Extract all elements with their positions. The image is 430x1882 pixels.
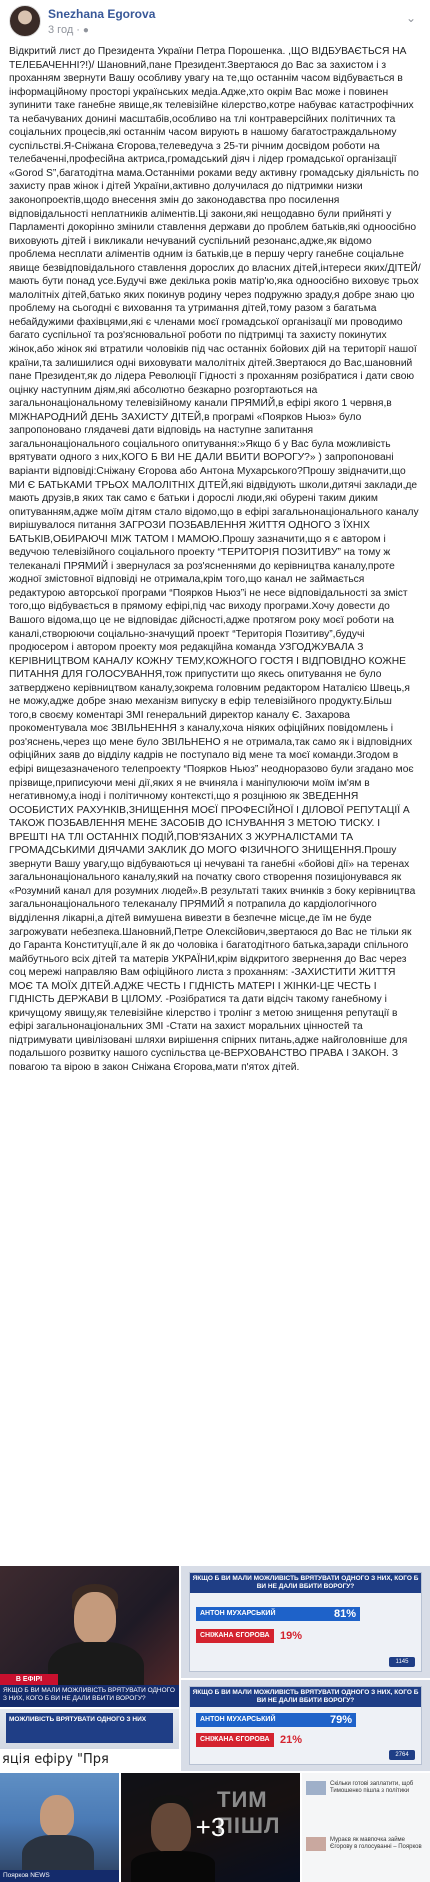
- globe-icon: ●: [82, 24, 89, 36]
- poll-question: ЯКЩО Б ВИ МАЛИ МОЖЛИВІСТЬ ВРЯТУВАТИ ОДНОГО З НИХ, КОГО Б ВИ НЕ ДАЛИ ВБИТИ ВОРОГУ?: [190, 1687, 421, 1707]
- poll-option-1-name: АНТОН МУХАРСЬКИЙ: [200, 1716, 276, 1723]
- poll-card: [189, 1686, 422, 1765]
- photo-tv-guest[interactable]: [0, 1566, 179, 1707]
- chevron-down-icon[interactable]: ⌄: [405, 11, 417, 25]
- poll-option-1-percent: 81%: [333, 1608, 356, 1620]
- avatar[interactable]: [9, 5, 41, 37]
- poll-question-small: МОЖЛИВІСТЬ ВРЯТУВАТИ ОДНОГО З НИХ: [6, 1713, 173, 1743]
- feed-item-1: Скільки готові заплатити, щоб Тимошенко пішла з політики: [330, 1781, 414, 1794]
- post-text: Відкритий лист до Президента України Петра Порошенка. ,ЩО ВІДБУВАЄТЬСЯ НА ТЕЛЕБАЧЕННІ?!)/ Шановний,пане Президент.Звертаюся до Вас за захистом і з проханням звернути Вашу особливу увагу на те,що останнім часом відбувається в інформаційному просторі українських медіа.Адже,хто окрім Вас може і повинен зупинити таке ганебне явище,як телевізійне кілерство,котре набуває катастрофічних та небачуваних донині масштабів,особливо на тлі контраверсійних політичних та соціальних процесів,які останнім часом вирують в нашому багатостраждальному суспільстві.Я-Сніжана Єгорова,телеведуча з 25-ти річним досвідом роботи на телебаченні,професійна актриса,громадський діяч і лідер громадської організації «Gorod S”,багатодітна мама.Останніми роками веду активну громадську діяльність по захисту прав жінок і дітей України,активно долучилася до підтримки низки законопроектів,щодо внесення змін до законодавства про посилення відповідальності неплатників аліментів.Ці закони,які нещодавно були прийняті у Парламенті докорінно змінили ставлення держави до проблем батьків,які одноосібно виховують дітей і викликали нечуваний суспільний резонанс,адже,як відомо проблема несплати аліментів одним із батьків,це в першу чергу ганебне соціальне явище безвідповідального ставлення дорослих до власних дітей,інтереси яких/ДІТЕЙ/ мають бути понад усе.Будучі вже декілька років матір'ю,яка одноосібно виховує трьох малолітніх дітей,батько яких покинув родину через подружню зраду,я добре знаю цю проблему на сьогодні є виховання та утримання дітей,тому разом з багатьма небайдужими фахівцями,які є членами моєї громадської організації ми проводимо багато суспільної та роз'яснювальної роботи по підтримці та захисту покинутих жінок,або жінок які втратили чоловіків під час останніх бойових дій на території нашої країни,та залишилися одні виховувати малолітніх дітей.Звертаюся до Вас,шановний пане Президент,як до лідера Революції Гідності з проханням розібратися і дати свою оцінку наступним діям,які абсолютно безкарно розгортаються на загальнонаціональному телевізійному канали ПРЯМИЙ,в ефірі якого 1 червня,в МІЖНАРОДНИЙ ДЕНЬ ЗАХИСТУ ДІТЕЙ,в програмі «Поярков Ньюз» було запропоновано глядачеві дати відповідь на наступне запитання загальнонаціонального соціального опитування:»Якщо б у Вас була можливість врятувати одного з них,КОГО Б ВИ НЕ ДАЛИ ВБИТИ ВОРОГУ?» ) запропоновані варіанти відповіді:Сніжану Єгорова або Антона Мухарського?Прошу звідначити,що МИ Є БАТЬКАМИ ТРЬОХ МАЛОЛІТНІХ ДІТЕЙ,які відвідують школи,дитячі заклади,де мають друзів,в яких так само є батьки і дорослі люди,які обурені таким диким опитуванням,адже моїм дітям стало відомо,що в ефірі загальнонаціонального каналу вирішувалося питання ЗАГРОЗИ ПОЗБАВЛЕННЯ ЖИТТЯ ОДНОГО З ЇХНІХ БАТЬКІВ,ОБИРАЮЧІ МІЖ ТАТОМ І МАМОЮ.Прошу зазначити,що я є автором і ведучою телевізійного соціального проекту “ТЕРИТОРІЯ ПОЗИТИВУ” на тому ж телеканалі ПРЯМИЙ і звернулася за роз'ясненнями до керівництва каналу,проте жодної змістовної відповіді не отримала,крім того,що канал не займається редактурою авторської програми “Поярков Ньюз”і не несе відповідальності за зміст того,що відбувається в прямому ефірі,під час виходу програми.Хочу довести до Вашого відома,що це не відповідає дійсності,адже протягом року моєї роботи на каналі,створюючи соціально-значущий проект “Територія Позитиву”,будучі продюсером і автором проекту моя редакційна команда УЗГОДЖУВАЛА З КЕРІВНИЦТВОМ КАНАЛУ КОЖНУ ТЕМУ,КОЖНОГО ГОСТЯ І ВІДПОВІДНО КОЖНЕ ПИТАННЯ ДЛЯ ГОЛОСУВАННЯ,тож припустити що якесь опитування не було затверджено керівництвом каналу,зокрема головним редактором Наталією Швець,я не можу,адже добре знаю механізм випуску в ефір телевізійного продукту.Більш того,в своєму коментарі ЗМІ генеральний директор каналу Є. Захарова прокоментувала моє ЗВІЛЬНЕННЯ з каналу,хоча ніяких офіційних повідомлень і роз'яснень,через що мене було ЗВІЛЬНЕНО я не отримала,так само як і відповідних офіційних заяв до відділу кадрів не поступало від мене та моєї команди.Згодом в ефірі вищезазначеного телепроекту “Поярков Ньюз” неодноразово були згадано моє прізвище,приписуючи мені дії,яких я не вчиняла і маніпулюючи моїм ім'ям в негативному,а іноді і політичному контексті,що я розцінюю як ЗВЕДЕННЯ ОСОБИСТИХ РАХУНКІВ,ЗНИЩЕННЯ МОЄЇ ПРОФЕСІЙНОЇ І ДІЛОВОЇ РЕПУТАЦІЇ А ТАКОЖ ПОЗБАВЛЕННЯ МЕНЕ ЗАСОБІВ ДО ІСНУВАННЯ З МЕТОЮ ТИСКУ. І ВРЕШТІ НА ТЛІ ОСТАННІХ ПОДІЙ,ПОВ'ЯЗАНИХ З ЖУРНАЛІСТАМИ ТА ГРОМАДСЬКИМИ ДІЯЧАМИ ЗАКЛИК ДО МОГО ФІЗИЧНОГО ЗНИЩЕННЯ.Прошу звернути Вашу увагу,що відбуваються ці нечувані та ганебні «бойові дії» на теренах загальнонаціонального каналу,який на початку свого створення позиціонувався як «Розумний канал для розумних людей».В результаті таких вчинків з боку керівництва загальнонаціонального телеканалу ПРЯМИЙ я потрапила до кардіологічного відділення лікарні,а дітей вимушена вивезти в безпечне місце,де їм не буде загрожувати небезпека.Шановний,Петре Олексійович,звертаюся до Вас не тільки як до Гаранта Конституції,але й як до чоловіка і багатодітного батька,заради спільного майбутнього всіх дітей та матерів УКРАЇНИ,крім відкритого звернення до Вас через соц мережі направляю Вам офіційного листа з проханням: -ЗАХИСТИТИ ЖИТТЯ МОЄ ТА МОЇХ ДІТЕЙ.АДЖЕ ЧЕСТЬ І ГІДНІСТЬ МАТЕРІ І ЖІНКИ-ЦЕ ЧЕСТЬ І ГІДНІСТЬ ДЕРЖАВИ В ЦІЛОМУ. -Розібратися та дати відсіч такому ганебному і кричущому явищу,як телевізійне кілерство і тролінг з метою знищення репутації в ефірі загальнонаціональних ЗМІ -Стати на захист моральних цінностей та підтримувати цивілізовані шляхи вирішення спірних питань,адже найголовніше для подальшого розвитку нашого суспільства це-ВЕРХОВАНСТВО ПРАВА І ЗАКОН. З повагою та вірою в закон Сніжана Єгорова,мати п'ятох дітей.: [9, 46, 424, 1074]
- photo-feed-screenshot[interactable]: [302, 1773, 430, 1882]
- news-ticker: ЯКЩО Б ВИ МАЛИ МОЖЛИВІСТЬ ВРЯТУВАТИ ОДНОГО З НИХ, КОГО Б ВИ НЕ ДАЛИ ВБИТИ ВОРОГУ?: [0, 1685, 179, 1707]
- feed-thumbnail: [306, 1837, 326, 1851]
- person-face: [74, 1592, 116, 1644]
- author-name[interactable]: Snezhana Egorova: [48, 7, 156, 21]
- poll-option-2-name: СНІЖАНА ЄГОРОВА: [200, 1632, 270, 1639]
- photo-tv-host[interactable]: [0, 1773, 119, 1882]
- post-header: [0, 0, 430, 44]
- poll-option-2-percent: 19%: [280, 1630, 303, 1642]
- more-photos-overlay[interactable]: +3: [121, 1773, 300, 1882]
- feed-item-2: Мураєв як мавпочка займе Єгорову в голосуванні – Поярков: [330, 1837, 422, 1850]
- poll-option-2-percent: 21%: [280, 1734, 303, 1746]
- poll-bar-option-2: [196, 1733, 274, 1747]
- feed-thumbnail: [306, 1781, 326, 1795]
- news-ticker: Поярков NEWS: [0, 1870, 119, 1882]
- video-caption: яція ефіру "Пря: [0, 1749, 179, 1771]
- photo-more[interactable]: [121, 1773, 300, 1882]
- photo-poll-1[interactable]: [181, 1566, 430, 1678]
- person-face: [40, 1795, 74, 1837]
- poll-option-1-name: АНТОН МУХАРСЬКИЙ: [200, 1610, 276, 1617]
- vote-count: 2764: [389, 1750, 415, 1760]
- photo-poll-2[interactable]: [181, 1680, 430, 1771]
- poll-question: ЯКЩО Б ВИ МАЛИ МОЖЛИВІСТЬ ВРЯТУВАТИ ОДНОГО З НИХ, КОГО Б ВИ НЕ ДАЛИ ВБИТИ ВОРОГУ?: [190, 1573, 421, 1593]
- photo-grid: [0, 1566, 430, 1882]
- poll-option-1-percent: 79%: [329, 1714, 352, 1726]
- poll-bar-option-2: [196, 1629, 274, 1643]
- poll-option-2-name: СНІЖАНА ЄГОРОВА: [200, 1736, 270, 1743]
- poll-bar-option-1: [196, 1607, 360, 1621]
- photo-poll-caption[interactable]: [0, 1709, 179, 1771]
- vote-count: 1145: [389, 1657, 415, 1667]
- poll-card: [189, 1572, 422, 1672]
- post-meta: 3 год · ●: [48, 24, 89, 36]
- live-badge: В ЕФІРІ: [0, 1674, 58, 1685]
- poll-bar-option-1: [196, 1713, 356, 1727]
- banner-text: ТИМ ПІШЛ: [217, 1787, 281, 1838]
- post-time[interactable]: 3 год: [48, 24, 74, 36]
